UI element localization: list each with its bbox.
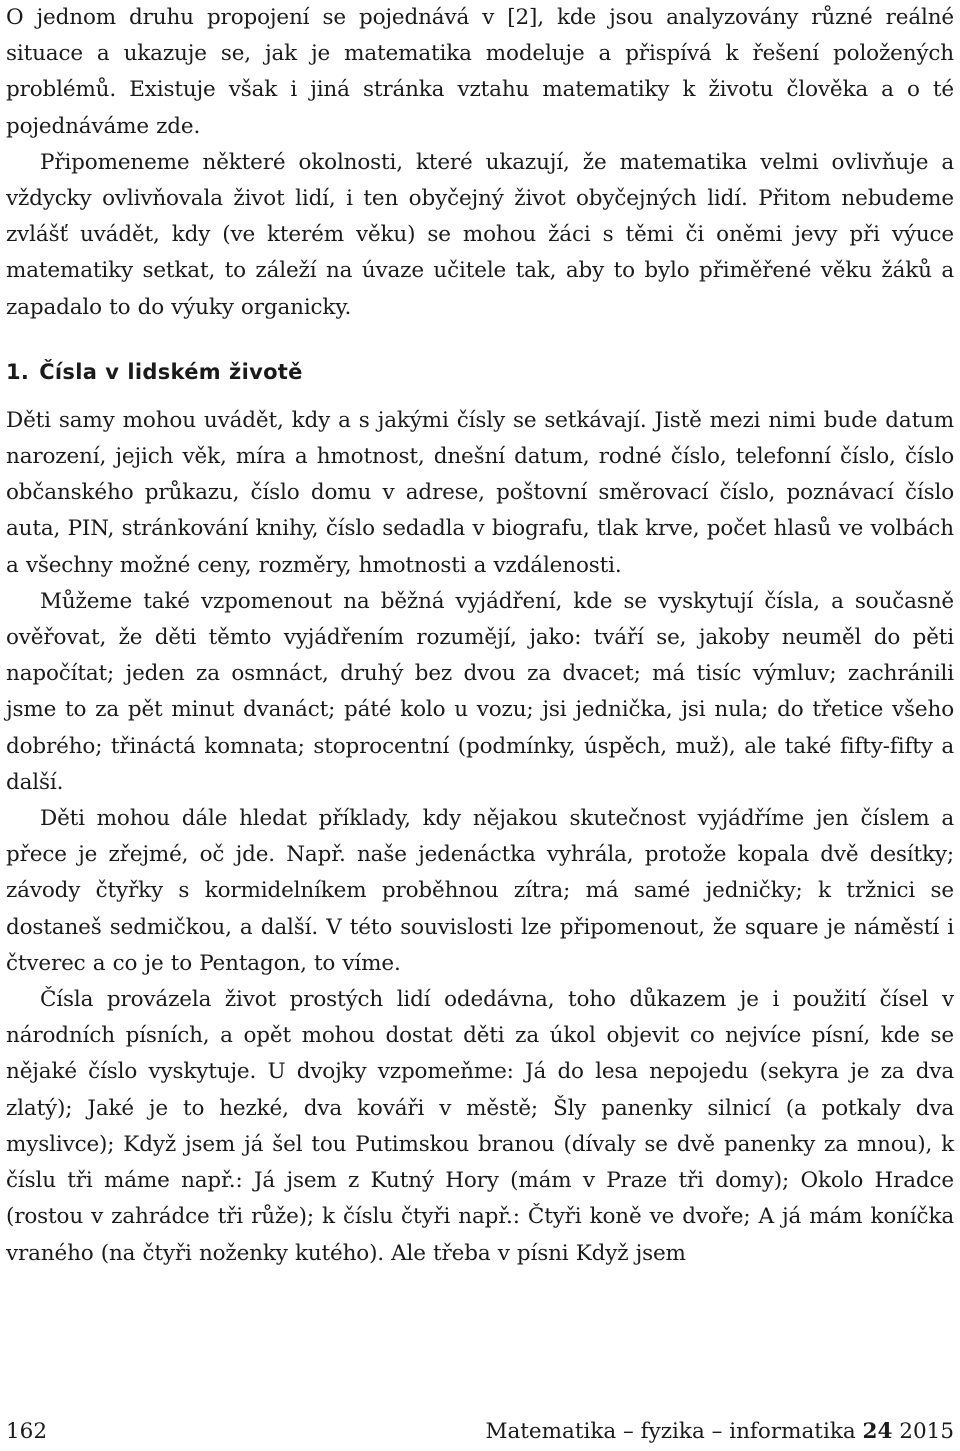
journal-year: 2015	[899, 1419, 954, 1444]
paragraph: Děti samy mohou uvádět, kdy a s jakými čísly se setkávají. Jistě mezi nimi bude datum narození, jejich věk, míra a hmotnost, dnešní datum, rodné číslo, telefonní číslo, číslo občanského průkazu, číslo domu v adrese, poštovní směrovací číslo, poznávací číslo auta, PIN, stránkování knihy, číslo sedadla v biografu, tlak krve, počet hlasů ve volbách a všechny možné ceny, rozměry, hmotnosti a vzdálenosti.	[6, 407, 954, 578]
page-content	[6, 0, 954, 1272]
body-text	[6, 0, 954, 1272]
section-title: Čísla v lidském životě	[39, 359, 303, 384]
paragraph: Čísla provázela život prostých lidí odedávna, toho důkazem je i použití čísel v národních písních, a opět mohou dostat děti za úkol objevit co nejvíce písní, kde se nějaké číslo vyskytuje. U dvojky vzpomeňme: Já do lesa nepojedu (sekyra je za dva zlatý); Jaké je to hezké, dva kováři v městě; Šly panenky silnicí (a potkaly dva myslivce); Když jsem já šel tou Putimskou branou (dívaly se dvě panenky za mnou), k číslu tři máme např.: Já jsem z Kutný Hory (mám v Praze tři domy); Okolo Hradce (rostou v zahrádce tři růže); k číslu čtyři např.: Čtyři koně ve dvoře; A já mám koníčka vraného (na čtyři noženky kutého). Ale třeba v písni Když jsem	[6, 987, 954, 1266]
paragraph: Můžeme také vzpomenout na běžná vyjádření, kde se vyskytují čísla, a současně ověřovat, že děti těmto vyjádřením rozumějí, jako: tváří se, jakoby neuměl do pěti napočítat; jeden za osmnáct, druhý bez dvou za dvacet; má tisíc výmluv; zachránili jsme to za pět minut dvanáct; páté kolo u vozu; jsi jednička, jsi nula; do třetice všeho dobrého; třináctá komnata; stoprocentní (podmínky, úspěch, muž), ale také fifty-fifty a další.	[6, 588, 954, 795]
page-footer	[6, 1414, 954, 1450]
section-number: 1.	[6, 359, 30, 384]
journal-volume: 24	[862, 1419, 893, 1444]
page-number: 162	[6, 1419, 48, 1444]
section-heading	[6, 354, 954, 390]
journal-reference	[485, 1414, 954, 1450]
paragraph: Děti mohou dále hledat příklady, kdy nějakou skutečnost vyjádříme jen číslem a přece je zřejmé, oč jde. Např. naše jedenáctka vyhrála, protože kopala dvě desítky; závody čtyřky s kormidelníkem proběhnou zítra; má samé jedničky; k tržnici se dostaneš sedmičkou, a další. V této souvislosti lze připomenout, že square je náměstí i čtverec a co je to Pentagon, to víme.	[6, 806, 954, 976]
journal-name: Matematika – fyzika – informatika	[485, 1419, 856, 1444]
intro-paragraph: O jednom druhu propojení se pojednává v [2], kde jsou analyzovány různé reálné situace a ukazuje se, jak je matematika modeluje a přispívá k řešení položených problémů. Existuje však i jiná stránka vztahu matematiky k životu člověka a o té pojednáváme zde.	[6, 5, 954, 139]
paragraph: Připomeneme některé okolnosti, které ukazují, že matematika velmi ovlivňuje a vždycky ovlivňovala život lidí, i ten obyčejný život obyčejných lidí. Přitom nebudeme zvlášť uvádět, kdy (ve kterém věku) se mohou žáci s těmi či oněmi jevy při výuce matematiky setkat, to záleží na úvaze učitele tak, aby to bylo přiměřené věku žáků a zapadalo to do výuky organicky.	[6, 149, 954, 320]
